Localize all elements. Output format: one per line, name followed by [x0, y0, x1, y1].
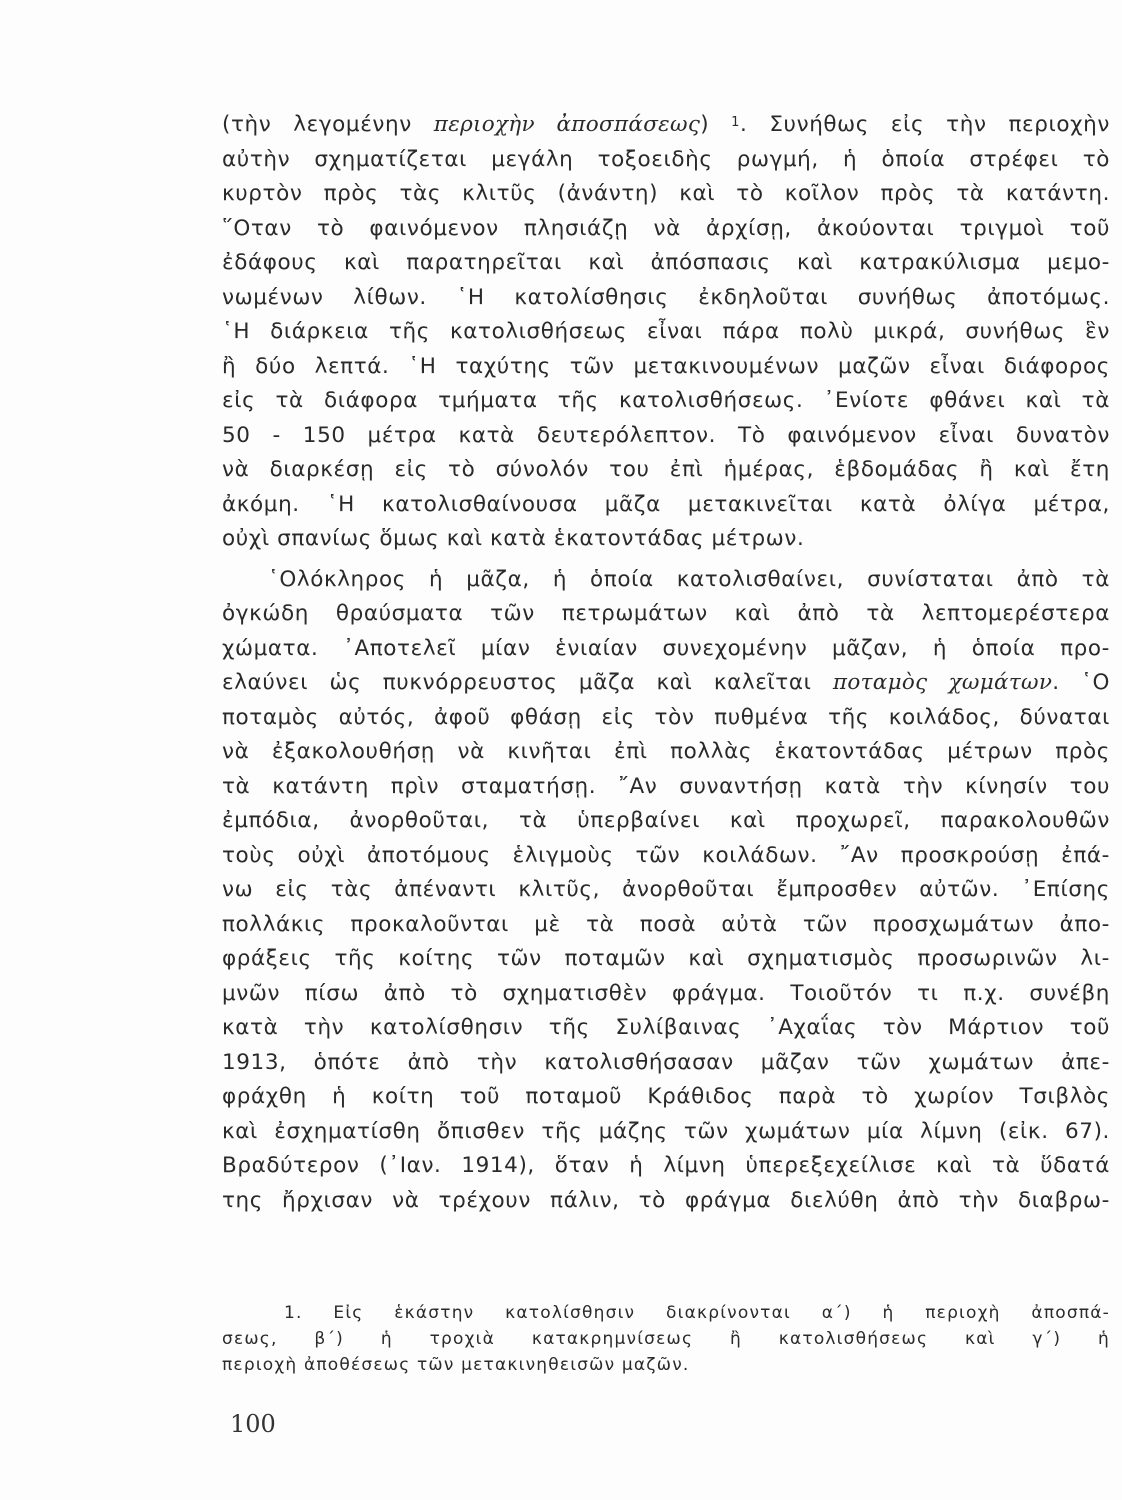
- text-line: εἰς τὰ διάφορα τμήματα τῆς κατολισθήσεως. ᾽Ενίοτε φθάνει καὶ τὰ: [222, 388, 1110, 413]
- text-line: Βραδύτερον (᾽Ιαν. 1914), ὅταν ἡ λίμνη ὑπερεξεχείλισε καὶ τὰ ὕδατά: [222, 1153, 1110, 1178]
- text-line: κυρτὸν πρὸς τὰς κλιτῦς (ἀνάντη) καὶ τὸ κοῖλον πρὸς τὰ κατάντη.: [222, 181, 1110, 206]
- footnote-reference[interactable]: 1: [731, 115, 740, 130]
- text-line: τὰ κατάντη πρὶν σταματήσῃ. ῎Αν συναντήσῃ κατὰ τὴν κίνησίν του: [222, 773, 1110, 799]
- text-line: νω εἰς τὰς ἀπέναντι κλιτῦς, ἀνορθοῦται ἔμπροσθεν αὐτῶν. ᾽Επίσης: [222, 877, 1110, 902]
- text-line: 1913, ὁπότε ἀπὸ τὴν κατολισθήσασαν μᾶζαν τῶν χωμάτων ἀπε-: [222, 1049, 1110, 1075]
- text-line: τοὺς οὐχὶ ἀποτόμους ἑλιγμοὺς τῶν κοιλάδων. ῎Αν προσκρούσῃ ἐπά-: [222, 842, 1110, 868]
- text-line: οὐχὶ σπανίως ὅμως καὶ κατὰ ἑκατοντάδας μέτρων.: [222, 526, 805, 551]
- text-line: κατὰ τὴν κατολίσθησιν τῆς Συλίβαινας ᾽Αχαΐας τὸν Μάρτιον τοῦ: [222, 1015, 1110, 1040]
- text-line: νὰ ἐξακολουθήσῃ νὰ κινῆται ἐπὶ πολλὰς ἑκατοντάδας μέτρων πρὸς: [222, 739, 1110, 764]
- text-line: μνῶν πίσω ἀπὸ τὸ σχηματισθὲν φράγμα. Τοιοῦτόν τι π.χ. συνέβη: [222, 980, 1110, 1006]
- page-number: 100: [230, 1410, 276, 1438]
- footnote: [222, 1300, 1110, 1378]
- footnote-line: 1. Εἰς ἑκάστην κατολίσθησιν διακρίνονται α΄) ἡ περιοχὴ ἀποσπά-: [284, 1303, 1110, 1323]
- text-line: ελαύνει ὡς πυκνόρρευστος μᾶζα καὶ καλεῖται ποταμὸς χωμάτων. ῾Ο: [222, 670, 1111, 695]
- text-line: ἐμπόδια, ἀνορθοῦται, τὰ ὑπερβαίνει καὶ προχωρεῖ, παρακολουθῶν: [222, 808, 1110, 833]
- text-line: ῾Ολόκληρος ἡ μᾶζα, ἡ ὁποία κατολισθαίνει, συνίσταται ἀπὸ τὰ: [268, 566, 1110, 592]
- text-line: φράξεις τῆς κοίτης τῶν ποταμῶν καὶ σχηματισμὸς προσωρινῶν λι-: [222, 946, 1110, 971]
- text-line: νὰ διαρκέσῃ εἰς τὸ σύνολόν του ἐπὶ ἡμέρας, ἑβδομάδας ἢ καὶ ἔτη: [222, 457, 1110, 482]
- italic-term: περιοχὴν ἀποσπάσεως: [433, 112, 701, 137]
- text-line: ἐδάφους καὶ παρατηρεῖται καὶ ἀπόσπασις καὶ κατρακύλισμα μεμο-: [222, 250, 1110, 275]
- footnote-line: περιοχὴ ἀποθέσεως τῶν μετακινηθεισῶν μαζῶν.: [222, 1355, 690, 1375]
- text-line: καὶ ἐσχηματίσθη ὄπισθεν τῆς μάζης τῶν χωμάτων μία λίμνη (εἰκ. 67).: [222, 1118, 1110, 1144]
- text-line: (τὴν λεγομένην περιοχὴν ἀποσπάσεως) $^1$. Συνήθως εἰς τὴν περιοχὴν: [222, 112, 1110, 137]
- text-line: ὀγκώδη θραύσματα τῶν πετρωμάτων καὶ ἀπὸ τὰ λεπτομερέστερα: [222, 601, 1110, 626]
- text-line: ἢ δύο λεπτά. ῾Η ταχύτης τῶν μετακινουμένων μαζῶν εἶναι διάφορος: [222, 353, 1110, 379]
- text-line: της ἤρχισαν νὰ τρέχουν πάλιν, τὸ φράγμα διελύθη ἀπὸ τὴν διαβρω-: [222, 1187, 1110, 1213]
- footnote-line: σεως, β΄) ἡ τροχιὰ κατακρημνίσεως ἢ κατολισθήσεως καὶ γ΄) ἡ: [222, 1329, 1110, 1349]
- text-line: ποταμὸς αὐτός, ἀφοῦ φθάσῃ εἰς τὸν πυθμένα τῆς κοιλάδος, δύναται: [222, 704, 1110, 730]
- text-line: χώματα. ᾽Αποτελεῖ μίαν ἑνιαίαν συνεχομένην μᾶζαν, ἡ ὁποία προ-: [222, 635, 1110, 661]
- text-line: ῾Η διάρκεια τῆς κατολισθήσεως εἶναι πάρα πολὺ μικρά, συνήθως ἓν: [222, 319, 1110, 344]
- text-line: νωμένων λίθων. ῾Η κατολίσθησις ἐκδηλοῦται συνήθως ἀποτόμως.: [222, 284, 1110, 310]
- text-line: αὐτὴν σχηματίζεται μεγάλη τοξοειδὴς ρωγμή, ἡ ὁποία στρέφει τὸ: [222, 146, 1110, 172]
- text-line: πολλάκις προκαλοῦνται μὲ τὰ ποσὰ αὐτὰ τῶν προσχωμάτων ἀπο-: [222, 911, 1110, 937]
- text-line: ἀκόμη. ῾Η κατολισθαίνουσα μᾶζα μετακινεῖται κατὰ ὀλίγα μέτρα,: [222, 491, 1110, 517]
- text-line: φράχθη ἡ κοίτη τοῦ ποταμοῦ Κράθιδος παρὰ τὸ χωρίον Τσιβλὸς: [222, 1084, 1110, 1109]
- text-line: 50 - 150 μέτρα κατὰ δευτερόλεπτον. Τὸ φαινόμενον εἶναι δυνατὸν: [222, 422, 1110, 448]
- text-line: ῞Οταν τὸ φαινόμενον πλησιάζῃ νὰ ἀρχίσῃ, ἀκούονται τριγμοὶ τοῦ: [222, 215, 1110, 241]
- italic-term: ποταμὸς χωμάτων: [832, 670, 1053, 695]
- main-text: [222, 108, 1110, 1218]
